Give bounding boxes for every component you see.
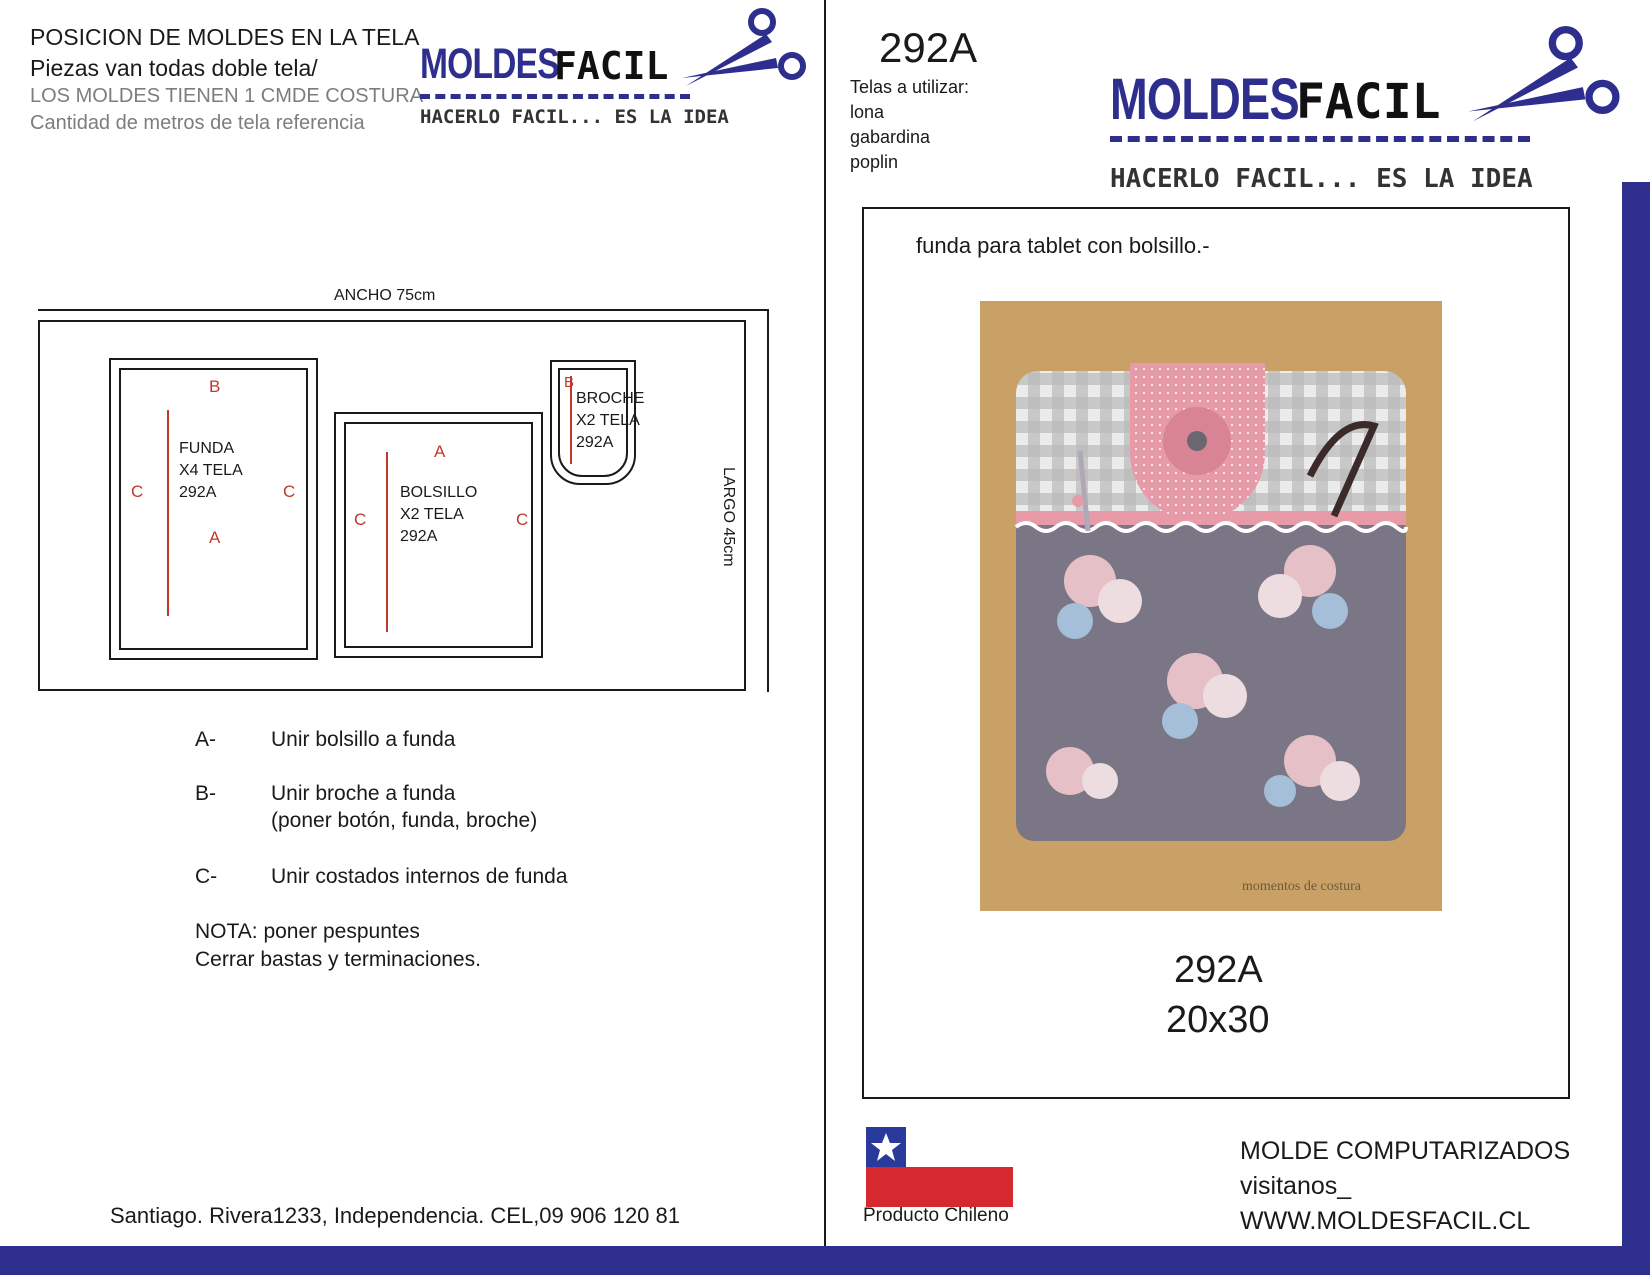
brand-logo-right [1110,60,1620,200]
logo-dashed-rule [420,94,690,99]
address: Santiago. Rivera1233, Independencia. CEL,09 906 120 81 [110,1203,680,1228]
flag-caption: Producto Chileno [863,1205,1009,1226]
pattern-piece-broche [550,360,645,485]
grainline [386,452,388,632]
brand-logo-left [418,36,808,136]
header-subtitle: Piezas van todas doble tela/ [30,55,318,81]
instruction-text-c: Unir costados internos de funda [271,865,568,888]
bottom-bar [0,1246,1650,1275]
model-code: 292A [1174,949,1263,991]
grainline [167,410,169,616]
right-edge-bar [1622,182,1650,1275]
footer-line-2: visitanos_ [1240,1172,1352,1200]
width-label: ANCHO 75cm [334,287,436,304]
logo-word-facil: FACIL [1296,74,1441,130]
product-description: funda para tablet con bolsillo.- [916,233,1210,258]
piece-letter-top: B [209,377,221,396]
header-note-seam: LOS MOLDES TIENEN 1 CMDE COSTURA [30,85,424,107]
piece-letter-left: C [131,482,144,501]
piece-label: BROCHE X2 TELA 292A [576,390,645,451]
length-dimension-line [767,309,769,692]
logo-word-moldes: MOLDES [1110,67,1299,132]
piece-label: FUNDA X4 TELA 292A [179,440,243,501]
logo-word-moldes: MOLDES [420,40,559,88]
logo-dashed-rule [1110,136,1530,142]
pattern-piece-bolsillo [334,412,543,658]
product-code-header: 292A [879,24,978,71]
width-dimension-line [38,309,768,311]
center-fold-line [824,0,826,1275]
fabric-item: gabardina [850,127,931,147]
piece-letter-bottom: A [209,528,221,547]
scissors-icon [680,8,810,98]
website-link[interactable]: WWW.MOLDESFACIL.CL [1240,1207,1531,1235]
instruction-key-b: B- [195,782,216,805]
header-note-meters: Cantidad de metros de tela referencia [30,112,365,134]
fabrics-title: Telas a utilizar: [850,77,970,97]
header-title: POSICION DE MOLDES EN LA TELA [30,24,420,50]
product-photo [980,301,1442,911]
tablet-case-illustration [980,301,1442,911]
chile-flag-icon [866,1127,1013,1207]
length-label: LARGO 45cm [720,467,737,567]
piece-letter-right: C [283,482,296,501]
product-card [862,207,1570,1099]
photo-watermark: momentos de costura [1242,879,1361,894]
instruction-key-c: C- [195,865,218,888]
logo-tagline: HACERLO FACIL... ES LA IDEA [420,106,729,128]
note-line-1: NOTA: poner pespuntes [195,920,420,943]
scissors-icon [1465,26,1625,136]
logo-tagline: HACERLO FACIL... ES LA IDEA [1110,164,1533,194]
fabric-item: lona [850,102,885,122]
piece-letter-left: C [354,510,367,529]
instruction-text-b: Unir broche a funda [271,782,456,805]
piece-letter-right: C [516,510,529,529]
footer-line-1: MOLDE COMPUTARIZADOS [1240,1137,1571,1165]
logo-word-facil: FACIL [554,44,669,88]
note-line-2: Cerrar bastas y terminaciones. [195,948,481,971]
instruction-key-a: A- [195,728,216,751]
fabric-item: poplin [850,152,899,172]
piece-label: BOLSILLO X2 TELA 292A [400,484,478,545]
model-size: 20x30 [1166,999,1270,1041]
pattern-piece-funda [109,358,318,660]
piece-letter-top: A [434,442,446,461]
instruction-text-a: Unir bolsillo a funda [271,728,456,751]
instruction-subtext-b: (poner botón, funda, broche) [271,809,538,832]
piece-letter-top: B [564,374,575,391]
